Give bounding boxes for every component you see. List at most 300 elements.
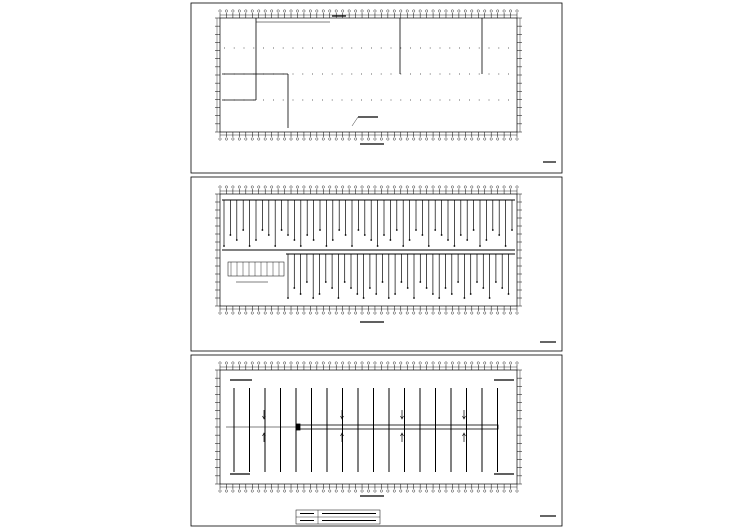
axis-bubble — [238, 10, 240, 12]
axis-bubble — [335, 10, 337, 12]
axis-bubble — [232, 362, 234, 364]
axis-bubble — [477, 362, 479, 364]
axis-bubble — [516, 490, 518, 492]
axis-bubble — [445, 10, 447, 12]
axis-bubble — [471, 312, 473, 314]
axis-bubble — [490, 138, 492, 140]
axis-bubble — [471, 490, 473, 492]
axis-bubble — [258, 312, 260, 314]
axis-bubble — [509, 490, 511, 492]
branch-end — [489, 297, 491, 299]
branch-end — [508, 293, 510, 295]
axis-bubble — [361, 10, 363, 12]
branch-end — [351, 245, 353, 247]
sheet-1 — [191, 3, 562, 173]
axis-bubble — [270, 312, 272, 314]
axis-bubble — [341, 490, 343, 492]
axis-bubble — [225, 362, 227, 364]
branch-end — [479, 245, 481, 247]
branch-end — [255, 239, 257, 241]
axis-bubble — [238, 362, 240, 364]
branch-end — [501, 287, 503, 289]
axis-bubble — [380, 362, 382, 364]
equipment-block — [228, 262, 284, 276]
axis-bubble — [477, 490, 479, 492]
axis-bubble — [361, 138, 363, 140]
axis-bubble — [438, 138, 440, 140]
axis-bubble — [445, 138, 447, 140]
building-outline — [220, 18, 517, 132]
axis-bubble — [496, 490, 498, 492]
axis-bubble — [400, 10, 402, 12]
axis-bubble — [367, 312, 369, 314]
branch-end — [441, 234, 443, 236]
axis-bubble — [387, 10, 389, 12]
sheet-3 — [191, 355, 562, 526]
axis-bubble — [225, 490, 227, 492]
axis-bubble — [296, 138, 298, 140]
axis-bubble — [283, 138, 285, 140]
branch-end — [492, 229, 494, 231]
axis-bubble — [464, 362, 466, 364]
branch-end — [287, 297, 289, 299]
branch-end — [434, 229, 436, 231]
branch-end — [377, 245, 379, 247]
axis-bubble — [264, 490, 266, 492]
axis-bubble — [283, 10, 285, 12]
branch-end — [396, 229, 398, 231]
branch-end — [505, 245, 507, 247]
axis-bubble — [425, 186, 427, 188]
central-beam — [298, 425, 498, 429]
axis-bubble — [451, 10, 453, 12]
axis-bubble — [238, 490, 240, 492]
axis-bubble — [290, 312, 292, 314]
branch-end — [460, 234, 462, 236]
axis-bubble — [245, 362, 247, 364]
axis-bubble — [329, 312, 331, 314]
branch-end — [422, 234, 424, 236]
axis-bubble — [516, 312, 518, 314]
branch-end — [511, 229, 513, 231]
axis-bubble — [232, 10, 234, 12]
axis-bubble — [419, 312, 421, 314]
axis-bubble — [348, 362, 350, 364]
branch-end — [350, 287, 352, 289]
axis-bubble — [393, 490, 395, 492]
axis-bubble — [303, 490, 305, 492]
axis-bubble — [438, 312, 440, 314]
axis-bubble — [290, 10, 292, 12]
axis-bubble — [290, 138, 292, 140]
axis-bubble — [425, 10, 427, 12]
axis-bubble — [309, 490, 311, 492]
axis-bubble — [516, 138, 518, 140]
axis-bubble — [412, 186, 414, 188]
branch-end — [470, 293, 472, 295]
axis-bubble — [503, 312, 505, 314]
axis-bubble — [445, 186, 447, 188]
axis-bubble — [258, 138, 260, 140]
branch-end — [223, 245, 225, 247]
branch-end — [249, 245, 251, 247]
axis-bubble — [354, 186, 356, 188]
axis-bubble — [367, 490, 369, 492]
branch-end — [369, 287, 371, 289]
branch-end — [363, 297, 365, 299]
branch-end — [445, 287, 447, 289]
axis-bubble — [374, 312, 376, 314]
axis-bubble — [225, 10, 227, 12]
axis-bubble — [277, 362, 279, 364]
branch-end — [370, 239, 372, 241]
axis-bubble — [387, 362, 389, 364]
branch-end — [319, 293, 321, 295]
branch-end — [426, 287, 428, 289]
branch-end — [331, 287, 333, 289]
axis-bubble — [419, 490, 421, 492]
axis-bubble — [270, 362, 272, 364]
axis-bubble — [283, 186, 285, 188]
axis-bubble — [329, 490, 331, 492]
axis-bubble — [251, 312, 253, 314]
branch-end — [382, 281, 384, 283]
axis-bubble — [464, 138, 466, 140]
axis-bubble — [277, 312, 279, 314]
axis-bubble — [329, 10, 331, 12]
axis-bubble — [496, 312, 498, 314]
axis-bubble — [419, 362, 421, 364]
branch-end — [375, 293, 377, 295]
axis-bubble — [251, 490, 253, 492]
axis-bubble — [354, 10, 356, 12]
axis-bubble — [219, 10, 221, 12]
axis-bubble — [380, 186, 382, 188]
axis-bubble — [387, 186, 389, 188]
axis-bubble — [232, 490, 234, 492]
axis-bubble — [245, 10, 247, 12]
axis-bubble — [464, 312, 466, 314]
axis-bubble — [354, 138, 356, 140]
axis-bubble — [264, 138, 266, 140]
axis-bubble — [471, 186, 473, 188]
axis-bubble — [374, 138, 376, 140]
axis-bubble — [238, 312, 240, 314]
axis-bubble — [477, 10, 479, 12]
axis-bubble — [296, 10, 298, 12]
axis-bubble — [225, 186, 227, 188]
branch-end — [498, 234, 500, 236]
axis-bubble — [432, 186, 434, 188]
axis-bubble — [490, 362, 492, 364]
axis-bubble — [367, 186, 369, 188]
axis-bubble — [219, 312, 221, 314]
axis-bubble — [251, 362, 253, 364]
axis-bubble — [400, 312, 402, 314]
sheet-2 — [191, 177, 562, 351]
axis-bubble — [225, 312, 227, 314]
axis-bubble — [509, 362, 511, 364]
axis-bubble — [471, 138, 473, 140]
axis-bubble — [438, 362, 440, 364]
axis-bubble — [348, 186, 350, 188]
axis-bubble — [341, 186, 343, 188]
branch-end — [464, 297, 466, 299]
axis-bubble — [419, 138, 421, 140]
axis-bubble — [438, 490, 440, 492]
axis-bubble — [316, 10, 318, 12]
axis-bubble — [509, 138, 511, 140]
axis-bubble — [309, 362, 311, 364]
branch-end — [401, 281, 403, 283]
branch-end — [428, 245, 430, 247]
axis-bubble — [303, 138, 305, 140]
branch-end — [473, 229, 475, 231]
axis-bubble — [270, 10, 272, 12]
axis-bubble — [219, 138, 221, 140]
axis-bubble — [393, 186, 395, 188]
axis-bubble — [496, 186, 498, 188]
axis-bubble — [406, 490, 408, 492]
axis-bubble — [380, 10, 382, 12]
axis-bubble — [496, 10, 498, 12]
axis-bubble — [458, 10, 460, 12]
branch-end — [358, 229, 360, 231]
axis-bubble — [516, 362, 518, 364]
axis-bubble — [484, 10, 486, 12]
axis-bubble — [477, 138, 479, 140]
axis-bubble — [270, 186, 272, 188]
axis-bubble — [458, 490, 460, 492]
axis-bubble — [438, 186, 440, 188]
axis-bubble — [393, 312, 395, 314]
axis-bubble — [516, 10, 518, 12]
branch-end — [325, 281, 327, 283]
axis-bubble — [290, 362, 292, 364]
axis-bubble — [496, 138, 498, 140]
axis-bubble — [477, 312, 479, 314]
axis-bubble — [374, 490, 376, 492]
axis-bubble — [406, 362, 408, 364]
axis-bubble — [432, 138, 434, 140]
axis-bubble — [412, 362, 414, 364]
axis-bubble — [400, 362, 402, 364]
axis-bubble — [303, 186, 305, 188]
axis-bubble — [393, 138, 395, 140]
axis-bubble — [490, 10, 492, 12]
branch-end — [281, 229, 283, 231]
axis-bubble — [458, 186, 460, 188]
branch-end — [306, 281, 308, 283]
axis-bubble — [400, 490, 402, 492]
axis-bubble — [484, 362, 486, 364]
axis-bubble — [387, 138, 389, 140]
axis-bubble — [316, 362, 318, 364]
branch-end — [407, 287, 409, 289]
sheet-border — [191, 355, 562, 526]
axis-bubble — [270, 490, 272, 492]
axis-bubble — [412, 490, 414, 492]
axis-bubble — [277, 490, 279, 492]
axis-bubble — [367, 10, 369, 12]
branch-end — [319, 229, 321, 231]
axis-bubble — [354, 362, 356, 364]
axis-bubble — [464, 10, 466, 12]
axis-bubble — [458, 362, 460, 364]
axis-bubble — [425, 138, 427, 140]
axis-bubble — [303, 362, 305, 364]
branch-end — [332, 239, 334, 241]
branch-end — [312, 297, 314, 299]
axis-bubble — [464, 490, 466, 492]
axis-bubble — [484, 138, 486, 140]
axis-bubble — [322, 10, 324, 12]
axis-bubble — [432, 312, 434, 314]
axis-bubble — [412, 312, 414, 314]
branch-end — [419, 281, 421, 283]
branch-end — [451, 293, 453, 295]
branch-end — [402, 245, 404, 247]
branch-end — [344, 281, 346, 283]
axis-bubble — [341, 10, 343, 12]
axis-bubble — [225, 138, 227, 140]
axis-bubble — [380, 138, 382, 140]
axis-bubble — [451, 362, 453, 364]
axis-bubble — [316, 186, 318, 188]
axis-bubble — [283, 362, 285, 364]
branch-end — [300, 293, 302, 295]
axis-bubble — [432, 490, 434, 492]
axis-bubble — [290, 186, 292, 188]
axis-bubble — [503, 490, 505, 492]
axis-bubble — [322, 186, 324, 188]
branch-end — [326, 245, 328, 247]
axis-bubble — [245, 312, 247, 314]
axis-bubble — [296, 490, 298, 492]
axis-bubble — [393, 362, 395, 364]
axis-bubble — [484, 490, 486, 492]
branch-end — [274, 245, 276, 247]
axis-bubble — [516, 186, 518, 188]
branch-end — [313, 239, 315, 241]
axis-bubble — [509, 312, 511, 314]
axis-bubble — [451, 312, 453, 314]
axis-bubble — [477, 186, 479, 188]
branch-end — [390, 239, 392, 241]
branch-end — [495, 281, 497, 283]
branch-end — [242, 229, 244, 231]
branch-end — [306, 234, 308, 236]
axis-bubble — [309, 186, 311, 188]
axis-bubble — [258, 490, 260, 492]
axis-bubble — [484, 312, 486, 314]
branch-end — [293, 287, 295, 289]
axis-bubble — [309, 138, 311, 140]
axis-bubble — [329, 138, 331, 140]
axis-bubble — [219, 362, 221, 364]
axis-bubble — [354, 490, 356, 492]
axis-bubble — [451, 490, 453, 492]
branch-end — [345, 234, 347, 236]
axis-bubble — [374, 362, 376, 364]
axis-bubble — [393, 10, 395, 12]
axis-bubble — [367, 138, 369, 140]
axis-bubble — [445, 312, 447, 314]
branch-end — [388, 297, 390, 299]
axis-bubble — [425, 490, 427, 492]
axis-bubble — [322, 312, 324, 314]
axis-bubble — [348, 138, 350, 140]
axis-bubble — [245, 186, 247, 188]
axis-bubble — [406, 186, 408, 188]
axis-bubble — [296, 312, 298, 314]
branch-end — [432, 293, 434, 295]
axis-bubble — [303, 312, 305, 314]
axis-bubble — [283, 490, 285, 492]
axis-bubble — [406, 312, 408, 314]
axis-bubble — [258, 186, 260, 188]
axis-bubble — [458, 312, 460, 314]
branch-end — [447, 239, 449, 241]
branch-end — [338, 229, 340, 231]
axis-bubble — [471, 362, 473, 364]
axis-bubble — [425, 362, 427, 364]
branch-end — [294, 239, 296, 241]
beam-end — [296, 424, 300, 430]
axis-bubble — [270, 138, 272, 140]
branch-end — [482, 287, 484, 289]
branch-end — [415, 229, 417, 231]
axis-bubble — [425, 312, 427, 314]
axis-bubble — [348, 312, 350, 314]
axis-bubble — [445, 490, 447, 492]
axis-bubble — [361, 186, 363, 188]
axis-bubble — [264, 312, 266, 314]
axis-bubble — [296, 186, 298, 188]
axis-bubble — [238, 138, 240, 140]
axis-bubble — [451, 186, 453, 188]
sheet-border — [191, 3, 562, 173]
axis-bubble — [406, 10, 408, 12]
axis-bubble — [335, 312, 337, 314]
axis-bubble — [322, 490, 324, 492]
axis-bubble — [329, 362, 331, 364]
axis-bubble — [296, 362, 298, 364]
branch-end — [476, 281, 478, 283]
axis-bubble — [400, 138, 402, 140]
branch-end — [262, 229, 264, 231]
axis-bubble — [503, 10, 505, 12]
axis-bubble — [309, 312, 311, 314]
axis-bubble — [361, 362, 363, 364]
axis-bubble — [374, 186, 376, 188]
axis-bubble — [238, 186, 240, 188]
axis-bubble — [251, 186, 253, 188]
axis-bubble — [361, 312, 363, 314]
branch-end — [486, 239, 488, 241]
axis-bubble — [464, 186, 466, 188]
axis-bubble — [245, 490, 247, 492]
axis-bubble — [329, 186, 331, 188]
axis-bubble — [322, 362, 324, 364]
axis-bubble — [361, 490, 363, 492]
axis-bubble — [335, 138, 337, 140]
axis-bubble — [277, 138, 279, 140]
axis-bubble — [283, 312, 285, 314]
axis-bubble — [322, 138, 324, 140]
branch-end — [356, 293, 358, 295]
axis-bubble — [264, 10, 266, 12]
